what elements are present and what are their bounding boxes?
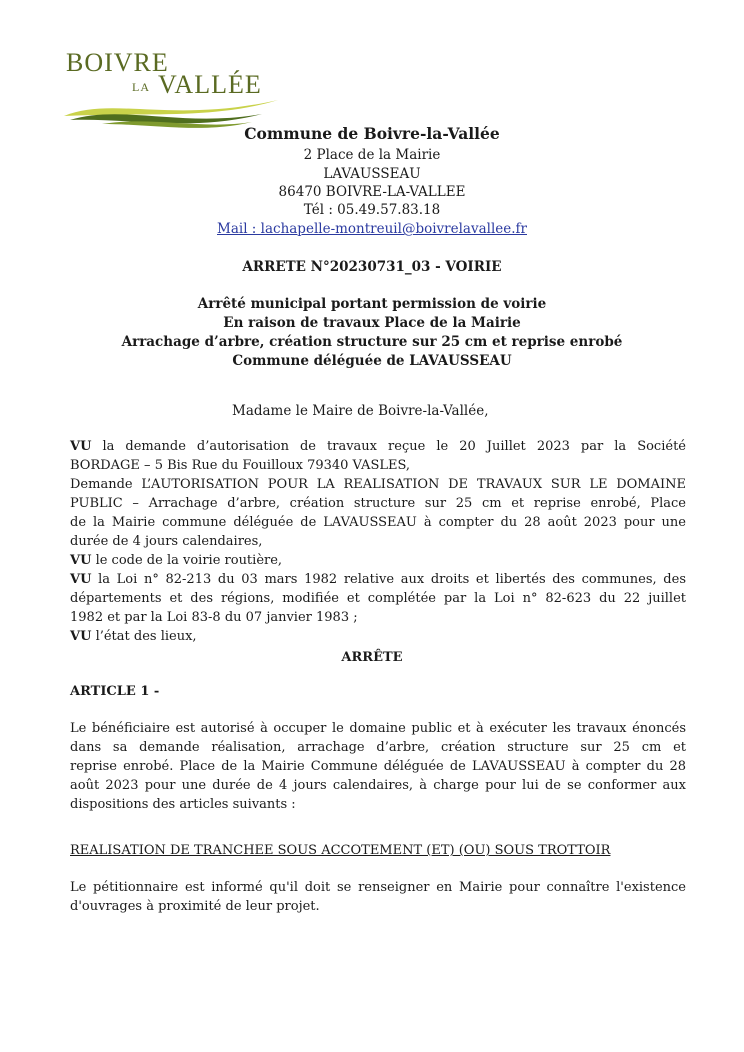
article-line: Le bénéficiaire est autorisé à occuper le domaine public et à exécuter les travaux énoncés [70, 721, 686, 736]
vu-line [70, 627, 686, 646]
section-body [70, 878, 686, 916]
article-1-body [70, 719, 686, 814]
demande-line: Demande L’AUTORISATION POUR LA REALISATION DE TRAVAUX SUR LE DOMAINE [70, 477, 686, 492]
subject-line-3: Arrachage d’arbre, création structure sur 25 cm et reprise enrobé [121, 334, 623, 350]
commune-name: Commune de Boivre-la-Vallée [244, 124, 500, 143]
address-line-2: LAVAUSSEAU [323, 166, 421, 182]
section-line: Le pétitionnaire est informé qu'il doit se renseigner en Mairie pour connaître l'existence [70, 880, 686, 895]
vu-label: VU [70, 553, 92, 568]
logo-word-vallee: VALLÉE [158, 70, 262, 99]
article-1-title: ARTICLE 1 - [70, 684, 160, 699]
vu-line [70, 570, 686, 589]
address-line-3: 86470 BOIVRE-LA-VALLEE [278, 184, 466, 200]
article-line: août 2023 pour une durée de 4 jours calendaires, à charge pour lui de se conformer aux [70, 778, 686, 793]
vu-text: le code de la voirie routière, [91, 553, 283, 568]
section-line: d'ouvrages à proximité de leur projet. [70, 899, 320, 914]
phone-number: Tél : 05.49.57.83.18 [303, 202, 441, 218]
considerations-block [70, 437, 686, 646]
subject-line-4: Commune déléguée de LAVAUSSEAU [232, 353, 512, 369]
vu-text: la demande d’autorisation de travaux reçue le 20 Juillet 2023 par la Société [91, 439, 686, 454]
subject-line-1: Arrêté municipal portant permission de voirie [197, 296, 547, 312]
logo-word-la: LA [132, 80, 150, 94]
vu-line [70, 551, 686, 570]
vu-line [70, 437, 686, 456]
vu-line: BORDAGE – 5 Bis Rue du Fouilloux 79340 VASLES, [70, 458, 411, 473]
logo-word-boivre: BOIVRE [66, 48, 169, 77]
arrete-reference: ARRETE N°20230731_03 - VOIRIE [242, 259, 502, 275]
salutation: Madame le Maire de Boivre-la-Vallée, [232, 403, 489, 419]
commune-logo [62, 44, 280, 132]
article-line: dans sa demande réalisation, arrachage d’arbre, création structure sur 25 cm et [70, 740, 686, 755]
address-line-1: 2 Place de la Mairie [303, 147, 441, 163]
demande-line: de la Mairie commune déléguée de LAVAUSSEAU à compter du 28 août 2023 pour une [70, 515, 686, 530]
article-line: reprise enrobé. Place de la Mairie Commune déléguée de LAVAUSSEAU à compter du 28 [70, 759, 686, 774]
vu-label: VU [70, 572, 92, 587]
subject-line-2: En raison de travaux Place de la Mairie [223, 315, 521, 331]
arrete-heading: ARRÊTE [341, 650, 403, 665]
vu-label: VU [70, 439, 92, 454]
section-title: REALISATION DE TRANCHEE SOUS ACCOTEMENT (ET) (OU) SOUS TROTTOIR [70, 843, 611, 858]
vu-text: la Loi n° 82-213 du 03 mars 1982 relative aux droits et libertés des communes, des [91, 572, 686, 587]
demande-line: durée de 4 jours calendaires, [70, 534, 263, 549]
demande-line: PUBLIC – Arrachage d’arbre, création structure sur 25 cm et reprise enrobé, Place [70, 496, 686, 511]
vu-text: l’état des lieux, [91, 629, 197, 644]
article-line: dispositions des articles suivants : [70, 797, 296, 812]
vu-label: VU [70, 629, 92, 644]
vu-line: 1982 et par la Loi 83-8 du 07 janvier 1983 ; [70, 610, 358, 625]
mail-link[interactable]: Mail : lachapelle-montreuil@boivrelavallee.fr [217, 221, 527, 237]
vu-line: départements et des régions, modifiée et complétée par la Loi n° 82-623 du 22 juillet [70, 591, 686, 606]
